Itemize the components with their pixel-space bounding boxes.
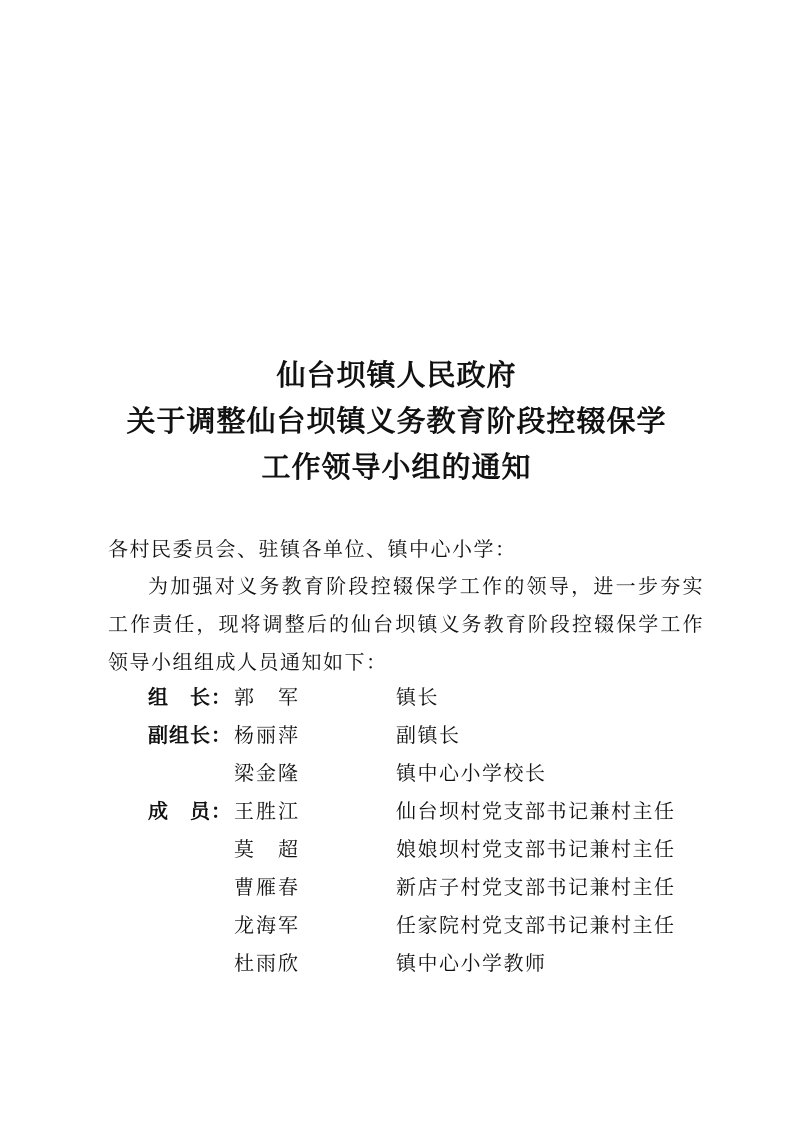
member-role: 成 员： — [148, 799, 232, 823]
member-post: 任家院村党支部书记兼村主任 — [396, 913, 676, 937]
member-row — [108, 944, 708, 982]
member-name: 梁金隆 — [234, 761, 300, 785]
member-name: 杜雨欣 — [234, 951, 300, 975]
title-line-1: 仙台坝镇人民政府 — [276, 358, 517, 392]
member-post: 镇长 — [396, 685, 439, 709]
salutation: 各村民委员会、驻镇各单位、镇中心小学： — [108, 537, 517, 561]
member-name: 莫 超 — [234, 837, 300, 861]
body-paragraph: 为加强对义务教育阶段控辍保学工作的领导，进一步夯实工作责任，现将调整后的仙台坝镇义务教育阶段控辍保学工作领导小组组成人员通知如下： — [108, 574, 704, 674]
member-row — [108, 716, 708, 754]
member-row — [108, 830, 708, 868]
member-name: 杨丽萍 — [234, 723, 300, 747]
title-line-2: 关于调整仙台坝镇义务教育阶段控辍保学 — [126, 404, 667, 438]
member-row — [108, 906, 708, 944]
member-post: 副镇长 — [396, 723, 461, 747]
member-row — [108, 754, 708, 792]
member-post: 娘娘坝村党支部书记兼村主任 — [396, 837, 676, 861]
member-post: 镇中心小学教师 — [396, 951, 547, 975]
member-post: 新店子村党支部书记兼村主任 — [396, 875, 676, 899]
member-name: 曹雁春 — [234, 875, 300, 899]
member-name: 郭 军 — [234, 685, 300, 709]
member-name: 王胜江 — [234, 799, 300, 823]
member-role: 副组长： — [148, 723, 232, 747]
member-name: 龙海军 — [234, 913, 300, 937]
member-role: 组 长： — [148, 685, 232, 709]
title-line-3: 工作领导小组的通知 — [261, 450, 532, 484]
member-post: 仙台坝村党支部书记兼村主任 — [396, 799, 676, 823]
member-row — [108, 868, 708, 906]
member-roster — [108, 678, 708, 982]
member-row — [108, 678, 708, 716]
member-row — [108, 792, 708, 830]
member-post: 镇中心小学校长 — [396, 761, 547, 785]
document-title — [0, 352, 793, 490]
